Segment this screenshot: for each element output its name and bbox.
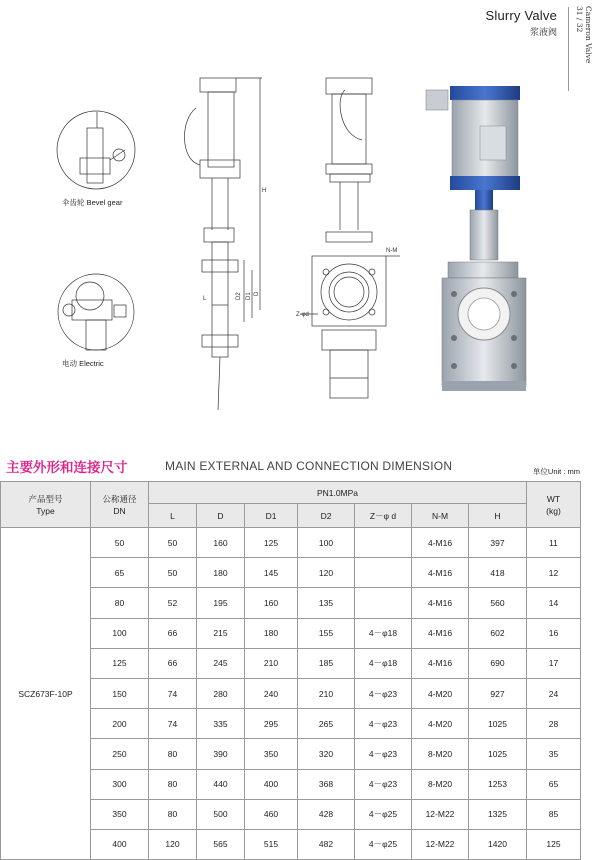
cell-wt: 17: [527, 648, 581, 678]
cell-d1: 210: [245, 648, 298, 678]
cell-d: 195: [197, 588, 245, 618]
header-d1: D1: [245, 504, 298, 528]
cell-h: 1025: [469, 739, 527, 769]
cell-d1: 295: [245, 709, 298, 739]
cell-wt: 65: [527, 769, 581, 799]
electric-detail: [58, 274, 134, 350]
cell-d2: 135: [298, 588, 355, 618]
dim-z-label: Z-φd: [296, 312, 309, 318]
cell-l: 120: [149, 829, 197, 859]
cell-d2: 482: [298, 829, 355, 859]
cell-l: 74: [149, 709, 197, 739]
dim-d2-label: D2: [236, 292, 242, 300]
section-title-en: MAIN EXTERNAL AND CONNECTION DIMENSION: [165, 459, 453, 473]
unit-label: 单位Unit : mm: [532, 467, 580, 476]
cell-d2: 210: [298, 678, 355, 708]
cell-h: 397: [469, 528, 527, 558]
cell-d2: 265: [298, 709, 355, 739]
cell-d2: 428: [298, 799, 355, 829]
cell-z: 4－φ23: [355, 678, 412, 708]
cell-d1: 400: [245, 769, 298, 799]
cell-l: 80: [149, 769, 197, 799]
cell-d1: 125: [245, 528, 298, 558]
cell-z: 4－φ18: [355, 618, 412, 648]
cell-h: 1325: [469, 799, 527, 829]
cell-d1: 180: [245, 618, 298, 648]
cell-wt: 28: [527, 709, 581, 739]
cell-d: 390: [197, 739, 245, 769]
cell-h: 1253: [469, 769, 527, 799]
cell-wt: 12: [527, 558, 581, 588]
cell-dn: 150: [91, 678, 149, 708]
cell-z: 4－φ23: [355, 769, 412, 799]
cell-l: 66: [149, 648, 197, 678]
cell-dn: 125: [91, 648, 149, 678]
cell-nm: 4-M16: [412, 588, 469, 618]
cell-dn: 50: [91, 528, 149, 558]
header-pn: PN1.0MPa: [149, 482, 527, 504]
cell-d: 280: [197, 678, 245, 708]
cell-dn: 400: [91, 829, 149, 859]
cell-l: 52: [149, 588, 197, 618]
cell-z: 4－φ25: [355, 829, 412, 859]
section-title-cn: 主要外形和连接尺寸: [6, 460, 128, 475]
cell-dn: 65: [91, 558, 149, 588]
cell-nm: 8-M20: [412, 739, 469, 769]
cell-d: 160: [197, 528, 245, 558]
header-d2: D2: [298, 504, 355, 528]
cell-z: [355, 588, 412, 618]
cell-d: 565: [197, 829, 245, 859]
cell-d: 440: [197, 769, 245, 799]
cell-wt: 14: [527, 588, 581, 618]
cell-d1: 240: [245, 678, 298, 708]
cell-dn: 200: [91, 709, 149, 739]
dim-nm-label: N-M: [386, 248, 398, 254]
cell-d: 335: [197, 709, 245, 739]
cell-d: 180: [197, 558, 245, 588]
cell-l: 66: [149, 618, 197, 648]
cell-dn: 250: [91, 739, 149, 769]
cell-d1: 460: [245, 799, 298, 829]
cell-wt: 35: [527, 739, 581, 769]
cell-h: 418: [469, 558, 527, 588]
bevel-gear-detail: [57, 111, 135, 189]
header-h: H: [469, 504, 527, 528]
cell-nm: 4-M16: [412, 648, 469, 678]
cell-l: 50: [149, 528, 197, 558]
cell-d: 215: [197, 618, 245, 648]
header-dn: 公称通径 DN: [91, 482, 149, 528]
cell-wt: 11: [527, 528, 581, 558]
cell-d2: 185: [298, 648, 355, 678]
cell-d2: 368: [298, 769, 355, 799]
cell-d1: 160: [245, 588, 298, 618]
dimension-table: [0, 481, 581, 860]
cell-d1: 145: [245, 558, 298, 588]
header-type: 产品型号 Type: [1, 482, 91, 528]
bevel-gear-caption: 伞齿轮 Bevel gear: [62, 198, 123, 207]
cell-dn: 100: [91, 618, 149, 648]
side-label: Cameron Valve 31 / 32: [575, 6, 593, 64]
cell-nm: 4-M20: [412, 678, 469, 708]
cell-h: 927: [469, 678, 527, 708]
table-row: [1, 528, 581, 558]
cell-d: 245: [197, 648, 245, 678]
cell-h: 560: [469, 588, 527, 618]
header-l: L: [149, 504, 197, 528]
cell-d2: 100: [298, 528, 355, 558]
cell-z: 4－φ23: [355, 709, 412, 739]
dim-d-label: D: [254, 291, 260, 296]
page-title: Slurry Valve: [485, 8, 557, 23]
cell-wt: 125: [527, 829, 581, 859]
header-wt: WT (kg): [527, 482, 581, 528]
cell-z: 4－φ18: [355, 648, 412, 678]
cell-z: 4－φ25: [355, 799, 412, 829]
cell-l: 74: [149, 678, 197, 708]
cell-wt: 16: [527, 618, 581, 648]
dim-h-label: H: [262, 188, 267, 194]
cell-nm: 8-M20: [412, 769, 469, 799]
electric-caption: 电动 Electric: [62, 359, 104, 368]
page-title-cn: 浆液阀: [529, 27, 557, 37]
header-z: Z－φ d: [355, 504, 412, 528]
cell-nm: 4-M16: [412, 558, 469, 588]
cell-dn: 300: [91, 769, 149, 799]
header-nm: N-M: [412, 504, 469, 528]
dim-d1-label: D1: [246, 292, 252, 300]
cell-z: [355, 528, 412, 558]
cell-l: 80: [149, 739, 197, 769]
cell-l: 80: [149, 799, 197, 829]
cell-d2: 155: [298, 618, 355, 648]
cell-h: 1025: [469, 709, 527, 739]
cell-nm: 4-M20: [412, 709, 469, 739]
cell-d2: 320: [298, 739, 355, 769]
cell-wt: 85: [527, 799, 581, 829]
cell-l: 50: [149, 558, 197, 588]
cell-dn: 80: [91, 588, 149, 618]
type-cell: SCZ673F-10P: [1, 528, 91, 860]
cell-nm: 12-M22: [412, 799, 469, 829]
front-view-drawing: [300, 78, 400, 398]
cell-d: 500: [197, 799, 245, 829]
dim-l-label: L: [203, 296, 207, 302]
cell-z: 4－φ23: [355, 739, 412, 769]
cell-wt: 24: [527, 678, 581, 708]
side-view-drawing: [184, 78, 262, 410]
cell-h: 602: [469, 618, 527, 648]
cell-nm: 4-M16: [412, 618, 469, 648]
table-header-row-1: [1, 482, 581, 504]
cell-h: 690: [469, 648, 527, 678]
header-d: D: [197, 504, 245, 528]
cell-z: [355, 558, 412, 588]
cell-h: 1420: [469, 829, 527, 859]
cell-d2: 120: [298, 558, 355, 588]
cell-d1: 515: [245, 829, 298, 859]
cell-d1: 350: [245, 739, 298, 769]
cell-nm: 12-M22: [412, 829, 469, 859]
valve-product-photo: [420, 76, 560, 396]
cell-dn: 350: [91, 799, 149, 829]
cell-nm: 4-M16: [412, 528, 469, 558]
